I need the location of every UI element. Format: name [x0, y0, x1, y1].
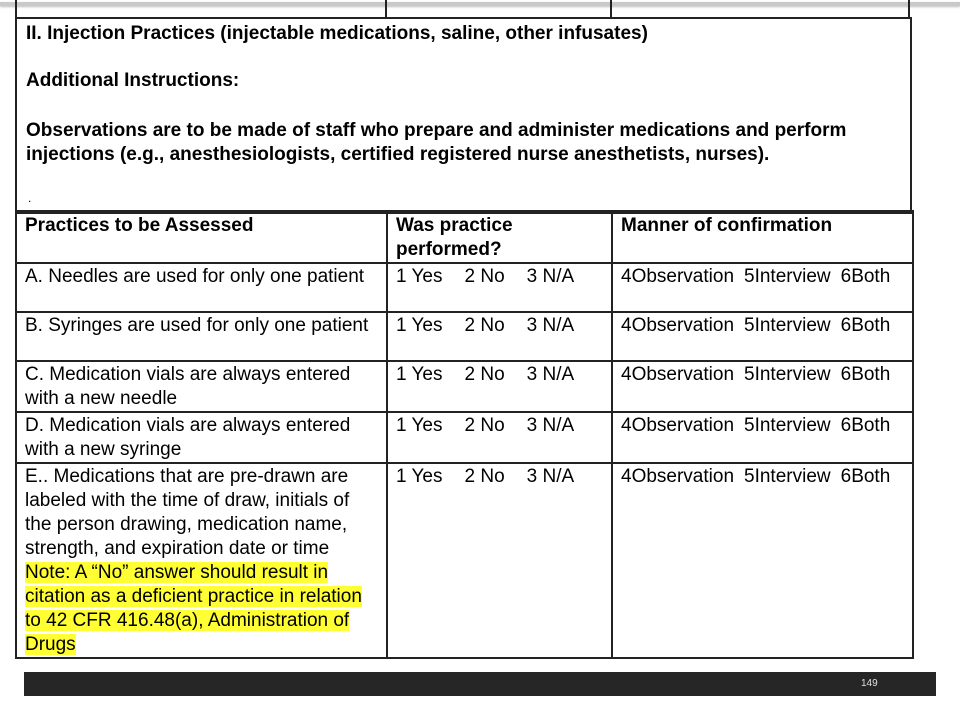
option-na[interactable]: 3 N/A [526, 364, 575, 385]
performed-options-cell [387, 412, 612, 463]
performed-options-cell [387, 312, 612, 361]
option-interview[interactable]: 5Interview [744, 364, 831, 385]
practice-cell: B. Syringes are used for only one patient [16, 312, 387, 361]
top-divider [0, 2, 960, 6]
practice-text: E.. Medications that are pre-drawn are labeled with the time of draw, initials of the person drawing, medication name, strength, and expiration date or time [25, 466, 350, 559]
practice-cell [16, 463, 387, 658]
performed-options-cell [387, 463, 612, 658]
confirmation-options-cell [612, 463, 913, 658]
table-header-row [16, 211, 913, 263]
option-yes[interactable]: 1 Yes [396, 266, 443, 287]
instructions-text: Observations are to be made of staff who prepare and administer medications and perform injections (e.g., anesthesiologists, certified registered nurse anesthetists, nurses). [26, 120, 847, 165]
option-na[interactable]: 3 N/A [526, 466, 575, 487]
option-observation[interactable]: 4Observation [621, 266, 735, 287]
confirmation-options-cell [612, 361, 913, 412]
option-both[interactable]: 6Both [840, 315, 891, 336]
previous-table-border [908, 0, 910, 17]
previous-table-border [15, 0, 17, 17]
table-row [16, 263, 913, 312]
option-observation[interactable]: 4Observation [621, 415, 735, 436]
page-number: 149 [861, 678, 878, 689]
column-header-performed: Was practice performed? [387, 211, 612, 263]
option-no[interactable]: 2 No [464, 315, 505, 336]
stray-dot: . [28, 191, 32, 205]
option-no[interactable]: 2 No [464, 266, 505, 287]
option-no[interactable]: 2 No [464, 466, 505, 487]
practice-cell: D. Medication vials are always entered with a new syringe [16, 412, 387, 463]
highlighted-note: Note: A “No” answer should result in citation as a deficient practice in relation to 42 CFR 416.48(a), Administration of Drugs [25, 562, 362, 655]
option-interview[interactable]: 5Interview [744, 466, 831, 487]
performed-options-cell [387, 263, 612, 312]
option-both[interactable]: 6Both [840, 364, 891, 385]
option-yes[interactable]: 1 Yes [396, 364, 443, 385]
option-no[interactable]: 2 No [464, 415, 505, 436]
option-both[interactable]: 6Both [840, 466, 891, 487]
option-na[interactable]: 3 N/A [526, 415, 575, 436]
option-na[interactable]: 3 N/A [526, 315, 575, 336]
section-header-box [15, 17, 912, 214]
section-heading: II. Injection Practices (injectable medications, saline, other infusates) [26, 23, 648, 44]
practice-cell: A. Needles are used for only one patient [16, 263, 387, 312]
option-observation[interactable]: 4Observation [621, 315, 735, 336]
option-interview[interactable]: 5Interview [744, 415, 831, 436]
option-interview[interactable]: 5Interview [744, 315, 831, 336]
practice-cell: C. Medication vials are always entered with a new needle [16, 361, 387, 412]
footer-bar [24, 672, 936, 696]
table-row [16, 463, 913, 658]
option-yes[interactable]: 1 Yes [396, 315, 443, 336]
option-both[interactable]: 6Both [840, 266, 891, 287]
option-both[interactable]: 6Both [840, 415, 891, 436]
option-observation[interactable]: 4Observation [621, 466, 735, 487]
column-header-practice: Practices to be Assessed [16, 211, 387, 263]
option-no[interactable]: 2 No [464, 364, 505, 385]
option-observation[interactable]: 4Observation [621, 364, 735, 385]
confirmation-options-cell [612, 312, 913, 361]
performed-options-cell [387, 361, 612, 412]
table-row [16, 361, 913, 412]
table-row [16, 412, 913, 463]
previous-table-border [385, 0, 387, 17]
column-header-confirmation: Manner of confirmation [612, 211, 913, 263]
option-yes[interactable]: 1 Yes [396, 415, 443, 436]
option-interview[interactable]: 5Interview [744, 266, 831, 287]
option-na[interactable]: 3 N/A [526, 266, 575, 287]
previous-table-border [610, 0, 612, 17]
confirmation-options-cell [612, 412, 913, 463]
injection-practices-table [15, 210, 914, 659]
table-row [16, 312, 913, 361]
option-yes[interactable]: 1 Yes [396, 466, 443, 487]
additional-instructions-label: Additional Instructions: [26, 70, 240, 91]
confirmation-options-cell [612, 263, 913, 312]
